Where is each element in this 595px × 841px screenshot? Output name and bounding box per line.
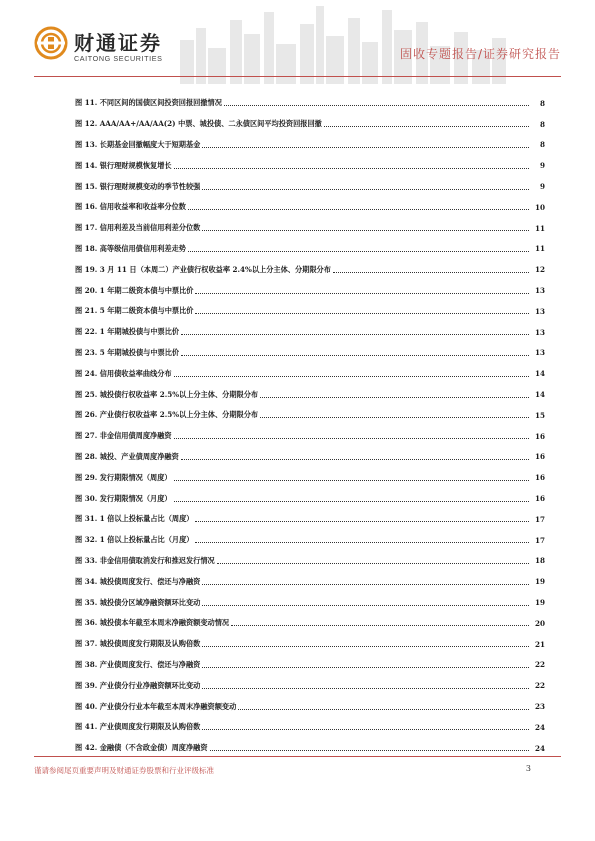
toc-entry-label: 图 12. AAA/AA+/AA/AA(2) 中票、城投债、二永债区间平均投资回报回撤 <box>75 119 322 129</box>
toc-entry-label: 图 32. 1 倍以上投标量占比（月度） <box>75 535 194 545</box>
toc-entry[interactable] <box>75 530 545 551</box>
city-skyline-graphic <box>180 0 510 84</box>
toc-leader-dots <box>202 667 529 668</box>
toc-entry-label: 图 38. 产业债周度发行、偿还与净融资 <box>75 659 201 669</box>
toc-entry-page: 8 <box>539 119 545 129</box>
toc-leader-dots <box>174 480 529 481</box>
page-number: 3 <box>525 764 531 773</box>
company-logo <box>34 26 174 70</box>
toc-entry[interactable] <box>75 675 545 696</box>
toc-entry-page: 15 <box>534 410 545 420</box>
toc-entry-label: 图 28. 城投、产业债周度净融资 <box>75 451 179 461</box>
toc-leader-dots <box>195 521 529 522</box>
toc-entry[interactable] <box>75 176 545 197</box>
toc-entry-label: 图 42. 金融债（不含政金债）周度净融资 <box>75 743 208 753</box>
company-name-en: CAITONG SECURITIES <box>74 54 163 63</box>
header-divider <box>34 76 561 77</box>
toc-entry-label: 图 26. 产业债行权收益率 2.5%以上分主体、分期限分布 <box>75 410 259 420</box>
toc-entry[interactable] <box>75 93 545 114</box>
toc-entry-page: 21 <box>534 639 545 649</box>
toc-entry[interactable] <box>75 447 545 468</box>
toc-leader-dots <box>181 334 529 335</box>
toc-leader-dots <box>260 397 529 398</box>
toc-entry[interactable] <box>75 218 545 239</box>
toc-entry[interactable] <box>75 551 545 572</box>
toc-leader-dots <box>195 293 529 294</box>
toc-entry-label: 图 19. 3 月 11 日（本周二）产业债行权收益率 2.4%以上分主体、分期限分布 <box>75 264 331 274</box>
toc-entry-page: 24 <box>534 743 545 753</box>
toc-entry[interactable] <box>75 322 545 343</box>
toc-entry-label: 图 24. 信用债收益率曲线分布 <box>75 368 172 378</box>
toc-entry-page: 19 <box>534 598 545 608</box>
toc-entry-label: 图 17. 信用利差及当前信用利差分位数 <box>75 223 201 233</box>
caitong-logo-icon <box>34 26 68 60</box>
toc-entry-label: 图 31. 1 倍以上投标量占比（周度） <box>75 514 194 524</box>
toc-entry[interactable] <box>75 405 545 426</box>
toc-entry-label: 图 21. 5 年期二级资本债与中票比价 <box>75 306 194 316</box>
toc-entry-page: 14 <box>534 369 545 379</box>
toc-entry[interactable] <box>75 197 545 218</box>
footer-disclaimer: 谨请参阅尾页重要声明及财通证券股票和行业评级标准 <box>34 766 214 775</box>
toc-entry-page: 13 <box>534 286 545 296</box>
toc-entry[interactable] <box>75 155 545 176</box>
company-name-cn: 财通证券 <box>74 31 162 55</box>
toc-entry[interactable] <box>75 135 545 156</box>
toc-entry-label: 图 25. 城投债行权收益率 2.5%以上分主体、分期限分布 <box>75 389 259 399</box>
toc-leader-dots <box>202 189 529 190</box>
toc-leader-dots <box>202 147 529 148</box>
toc-entry-page: 17 <box>534 535 545 545</box>
toc-entry-page: 13 <box>534 306 545 316</box>
toc-leader-dots <box>188 209 529 210</box>
toc-entry-label: 图 13. 长期基金回撤幅度大于短期基金 <box>75 139 201 149</box>
toc-leader-dots <box>195 542 529 543</box>
toc-entry-label: 图 23. 5 年期城投债与中票比价 <box>75 347 180 357</box>
toc-entry-page: 11 <box>534 223 545 233</box>
toc-entry-page: 16 <box>534 452 545 462</box>
toc-entry-page: 8 <box>539 140 545 150</box>
toc-entry-label: 图 35. 城投债分区域净融资额环比变动 <box>75 597 201 607</box>
toc-leader-dots <box>202 646 529 647</box>
toc-entry-page: 11 <box>534 244 545 254</box>
toc-entry-label: 图 30. 发行期限情况（月度） <box>75 493 172 503</box>
toc-leader-dots <box>202 584 529 585</box>
toc-entry-page: 16 <box>534 473 545 483</box>
page-header <box>0 0 595 84</box>
toc-leader-dots <box>202 605 529 606</box>
toc-entry[interactable] <box>75 114 545 135</box>
toc-entry-label: 图 14. 银行理财规模恢复增长 <box>75 160 172 170</box>
toc-leader-dots <box>231 625 529 626</box>
toc-leader-dots <box>202 688 529 689</box>
table-of-figures <box>75 93 545 759</box>
toc-entry-label: 图 41. 产业债周度发行期限及认购倍数 <box>75 722 201 732</box>
toc-entry-page: 9 <box>539 161 545 171</box>
toc-entry-page: 24 <box>534 722 545 732</box>
toc-entry-page: 16 <box>534 494 545 504</box>
toc-leader-dots <box>188 251 529 252</box>
toc-leader-dots <box>238 709 529 710</box>
report-type-label: 固收专题报告/证券研究报告 <box>399 47 561 61</box>
toc-entry-page: 9 <box>539 182 545 192</box>
toc-leader-dots <box>324 126 529 127</box>
toc-entry-page: 10 <box>534 202 545 212</box>
toc-entry-page: 16 <box>534 431 545 441</box>
toc-entry[interactable] <box>75 509 545 530</box>
toc-entry-page: 17 <box>534 514 545 524</box>
toc-entry-label: 图 33. 非金信用债取消发行和推迟发行情况 <box>75 555 215 565</box>
toc-leader-dots <box>210 750 529 751</box>
footer-divider <box>34 756 561 757</box>
toc-entry-label: 图 40. 产业债分行业本年截至本周末净融资额变动 <box>75 701 237 711</box>
toc-entry[interactable] <box>75 426 545 447</box>
toc-entry-label: 图 20. 1 年期二级资本债与中票比价 <box>75 285 194 295</box>
toc-leader-dots <box>202 729 529 730</box>
toc-entry-label: 图 16. 信用收益率和收益率分位数 <box>75 202 186 212</box>
toc-entry[interactable] <box>75 696 545 717</box>
toc-entry[interactable] <box>75 488 545 509</box>
toc-entry[interactable] <box>75 239 545 260</box>
toc-entry-page: 14 <box>534 390 545 400</box>
toc-leader-dots <box>202 230 529 231</box>
toc-entry-label: 图 18. 高等级信用债信用利差走势 <box>75 243 186 253</box>
toc-entry[interactable] <box>75 259 545 280</box>
toc-entry[interactable] <box>75 592 545 613</box>
toc-entry[interactable] <box>75 384 545 405</box>
toc-entry-label: 图 34. 城投债周度发行、偿还与净融资 <box>75 576 201 586</box>
toc-leader-dots <box>174 376 529 377</box>
toc-entry[interactable] <box>75 655 545 676</box>
toc-entry-page: 22 <box>534 660 545 670</box>
toc-entry[interactable] <box>75 280 545 301</box>
toc-leader-dots <box>181 355 529 356</box>
toc-leader-dots <box>181 459 529 460</box>
toc-leader-dots <box>174 501 529 502</box>
toc-leader-dots <box>174 168 529 169</box>
toc-entry-page: 13 <box>534 327 545 337</box>
toc-leader-dots <box>333 272 529 273</box>
toc-entry-page: 18 <box>534 556 545 566</box>
toc-entry-label: 图 22. 1 年期城投债与中票比价 <box>75 327 180 337</box>
toc-entry-label: 图 29. 发行期限情况（周度） <box>75 472 172 482</box>
toc-entry-page: 8 <box>539 98 545 108</box>
toc-entry-page: 23 <box>534 702 545 711</box>
toc-entry-label: 图 11. 不同区间的国债区间投资回报回撤情况 <box>75 98 222 108</box>
toc-entry[interactable] <box>75 343 545 364</box>
toc-entry[interactable] <box>75 467 545 488</box>
toc-entry[interactable] <box>75 301 545 322</box>
toc-entry-page: 12 <box>534 265 545 275</box>
toc-entry-page: 20 <box>534 618 545 628</box>
toc-entry[interactable] <box>75 363 545 384</box>
toc-leader-dots <box>224 105 529 106</box>
toc-leader-dots <box>260 417 529 418</box>
toc-entry-page: 13 <box>534 348 545 358</box>
toc-entry[interactable] <box>75 634 545 655</box>
toc-entry-label: 图 27. 非金信用债周度净融资 <box>75 431 172 441</box>
toc-entry-page: 19 <box>534 577 545 587</box>
toc-entry[interactable] <box>75 613 545 634</box>
toc-entry-page: 22 <box>534 681 545 691</box>
toc-entry[interactable] <box>75 717 545 738</box>
toc-entry-label: 图 36. 城投债本年截至本周末净融资额变动情况 <box>75 618 230 628</box>
toc-entry-label: 图 37. 城投债周度发行期限及认购倍数 <box>75 639 201 649</box>
toc-entry-label: 图 15. 银行理财规模变动的季节性较强 <box>75 181 201 191</box>
toc-leader-dots <box>174 438 529 439</box>
toc-leader-dots <box>217 563 529 564</box>
toc-entry[interactable] <box>75 571 545 592</box>
toc-leader-dots <box>195 313 529 314</box>
toc-entry-label: 图 39. 产业债分行业净融资额环比变动 <box>75 680 201 690</box>
